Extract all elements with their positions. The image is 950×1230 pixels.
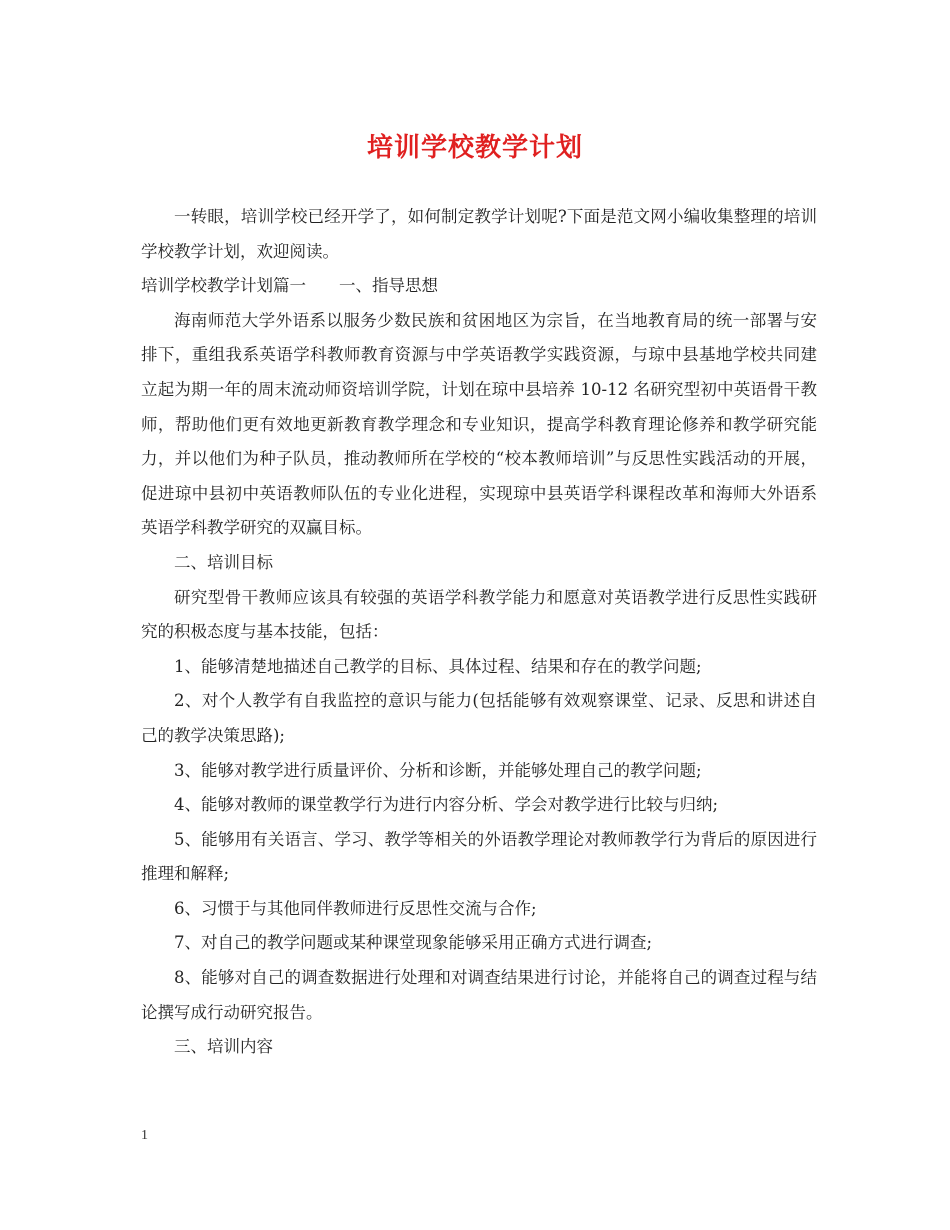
list-item-goal-8: 8、能够对自己的调查数据进行处理和对调查结果进行讨论，并能将自己的调查过程与结论撰写成行动研究报告。 [141,968,817,1022]
list-item-goal-4: 4、能够对教师的课堂教学行为进行内容分析、学会对教学进行比较与归纳; [174,795,719,815]
page-number: 1 [141,1128,148,1143]
list-item-goal-1: 1、能够清楚地描述自己教学的目标、具体过程、结果和存在的教学问题; [174,656,702,676]
section-heading-training-content: 三、培训内容 [174,1037,273,1057]
list-item-goal-3: 3、能够对教学进行质量评价、分析和诊断，并能够处理自己的教学问题; [174,760,702,780]
list-item-goal-5: 5、能够用有关语言、学习、教学等相关的外语教学理论对教师教学行为背后的原因进行推理和解释; [141,829,817,884]
section-heading-training-goals: 二、培训目标 [174,552,273,572]
list-item-goal-2: 2、对个人教学有自我监控的意识与能力(包括能够有效观察课堂、记录、反思和讲述自己的教学决策思路); [141,691,817,745]
list-item-goal-7: 7、对自己的教学问题或某种课堂现象能够采用正确方式进行调查; [174,933,653,953]
paragraph-guiding-ideas: 海南师范大学外语系以服务少数民族和贫困地区为宗旨，在当地教育局的统一部署与安排下，重组我系英语学科教师教育资源与中学英语教学实践资源，与琼中县基地学校共同建立起为期一年的周末流动师资培训学院，计划在琼中县培养 10-12 名研究型初中英语骨干教师，帮助他们更有效地更新教育教学理念和专业知识，提高学科教育理论修养和教学研究能力，并以他们为种子队员，推动教师所在学校的“校本教师培训”与反思性实践活动的开展，促进琼中县初中英语教师队伍的专业化进程，实现琼中县英语学科课程改革和海师大外语系英语学科教学研究的双赢目标。 [141,310,817,538]
document-title: 培训学校教学计划 [366,133,583,163]
document-body [141,200,817,1065]
paragraph-intro: 一转眼，培训学校已经开学了，如何制定教学计划呢?下面是范文网小编收集整理的培训学校教学计划，欢迎阅读。 [141,207,817,261]
paragraph-training-goals: 研究型骨干教师应该具有较强的英语学科教学能力和愿意对英语教学进行反思性实践研究的积极态度与基本技能，包括： [141,587,817,642]
section-heading-part-one: 培训学校教学计划篇一 一、指导思想 [141,276,438,296]
list-item-goal-6: 6、习惯于与其他同伴教师进行反思性交流与合作; [174,898,537,918]
